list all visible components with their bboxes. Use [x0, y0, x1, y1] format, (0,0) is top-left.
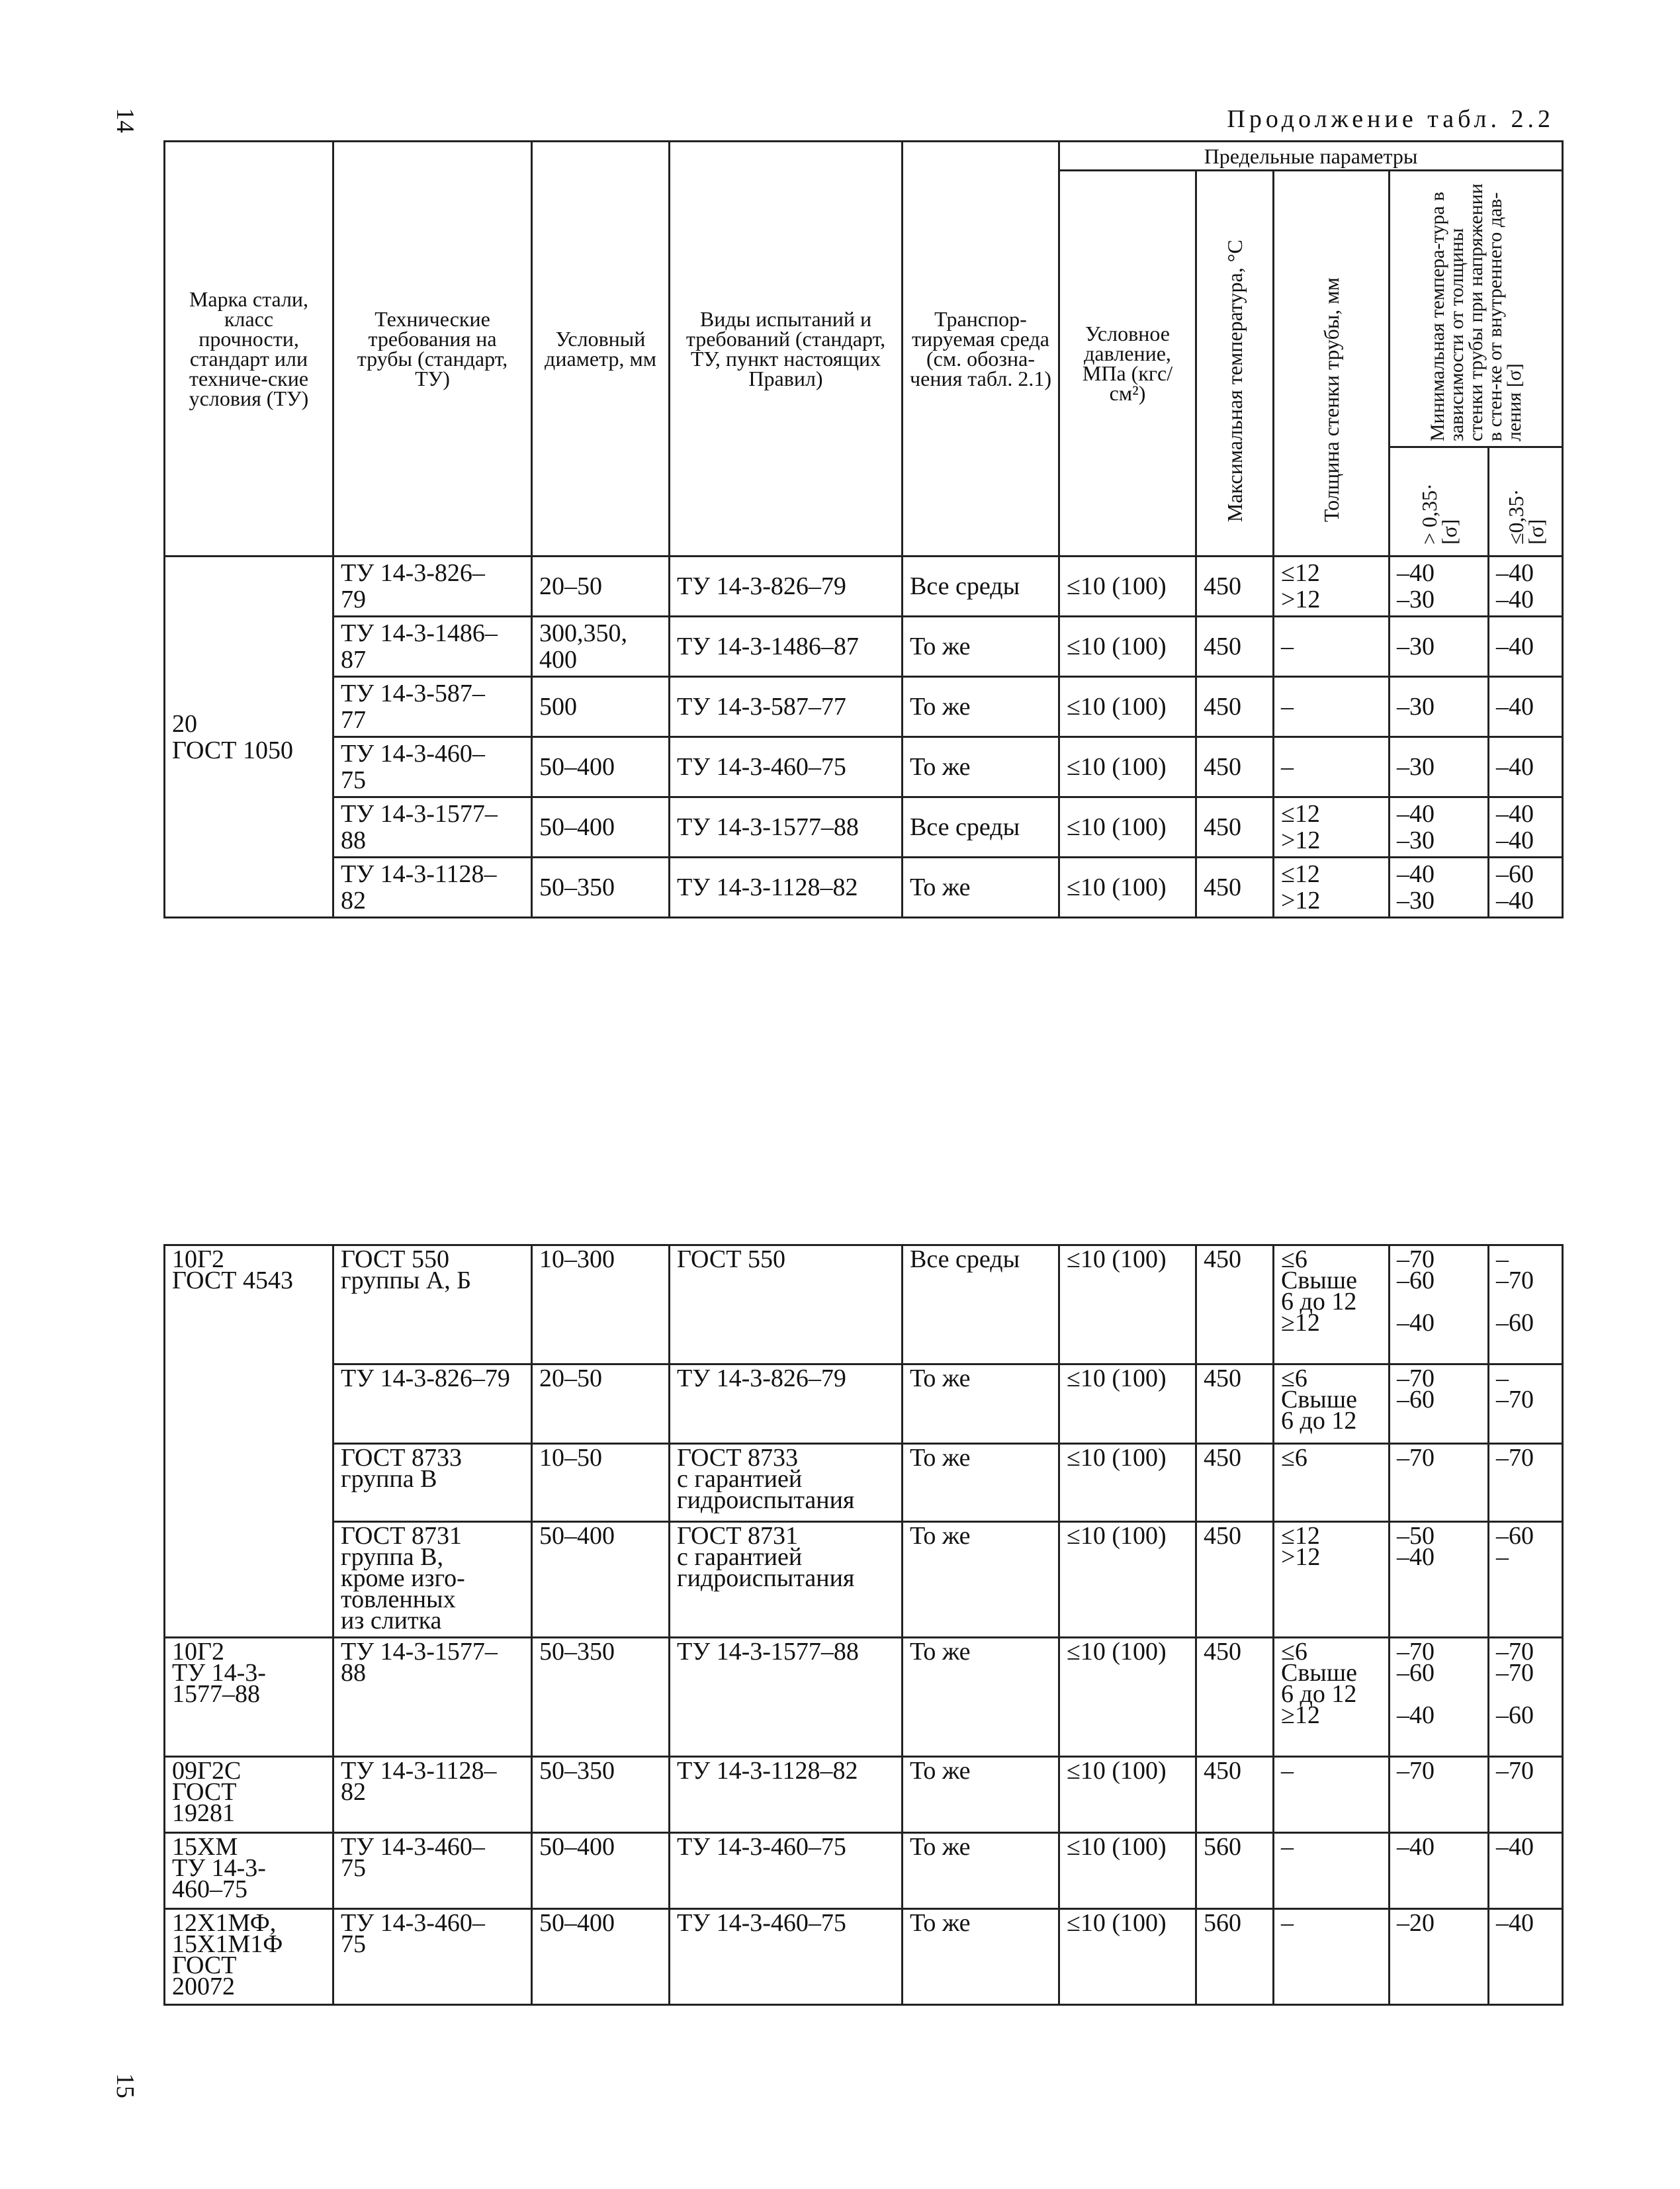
table-row	[165, 1444, 1563, 1522]
limits-table-part1	[163, 140, 1564, 918]
header-min-gt-label: > 0,35· [σ]	[1417, 483, 1461, 545]
diam-cell: 10–300	[532, 1245, 670, 1364]
le-cell: –70	[1489, 1757, 1563, 1833]
gt-cell: –30	[1390, 677, 1489, 737]
le-cell: –40	[1489, 1909, 1563, 2005]
medium-cell: То же	[903, 1909, 1059, 2005]
tech-cell: ТУ 14-3-460– 75	[333, 1909, 532, 2005]
wall-cell: –	[1274, 1909, 1390, 2005]
diam-cell: 50–400	[532, 1522, 670, 1638]
wall-cell: ≤6	[1274, 1444, 1390, 1522]
steel-grade-cell: 10Г2 ТУ 14-3- 1577–88	[165, 1638, 333, 1757]
page-number-top: 14	[111, 108, 139, 133]
table-row	[165, 1909, 1563, 2005]
tech-cell: ТУ 14-3-460– 75	[333, 1833, 532, 1909]
tests-cell: ТУ 14-3-826–79	[670, 557, 903, 617]
le-cell: –40	[1489, 737, 1563, 797]
diam-cell: 50–400	[532, 1909, 670, 2005]
diam-cell: 500	[532, 677, 670, 737]
le-cell: –40 –40	[1489, 797, 1563, 858]
medium-cell: Все среды	[903, 557, 1059, 617]
limits-table-part2	[163, 1244, 1564, 2006]
temp-cell: 450	[1196, 1364, 1274, 1444]
medium-cell: То же	[903, 858, 1059, 918]
diam-cell: 50–400	[532, 797, 670, 858]
medium-cell: То же	[903, 677, 1059, 737]
gt-cell: –50 –40	[1390, 1522, 1489, 1638]
temp-cell: 560	[1196, 1909, 1274, 2005]
wall-cell: –	[1274, 737, 1390, 797]
table-row	[165, 1245, 1563, 1364]
tech-cell: ГОСТ 8733 группа В	[333, 1444, 532, 1522]
gt-cell: –40 –30	[1390, 557, 1489, 617]
table-row	[165, 1757, 1563, 1833]
wall-cell: ≤12 >12	[1274, 1522, 1390, 1638]
table-row	[165, 677, 1563, 737]
gt-cell: –30	[1390, 617, 1489, 677]
table-row	[165, 1522, 1563, 1638]
temp-cell: 450	[1196, 1522, 1274, 1638]
gt-cell: –70 –60 –40	[1390, 1245, 1489, 1364]
tech-cell: ТУ 14-3-1577– 88	[333, 797, 532, 858]
tests-cell: ТУ 14-3-460–75	[670, 1833, 903, 1909]
wall-cell: ≤6 Свыше 6 до 12 ≥12	[1274, 1245, 1390, 1364]
tech-cell: ТУ 14-3-460– 75	[333, 737, 532, 797]
gt-cell: –70 –60 –40	[1390, 1638, 1489, 1757]
diam-cell: 300,350, 400	[532, 617, 670, 677]
pressure-cell: ≤10 (100)	[1059, 617, 1196, 677]
header-wall-label: Толщина стенки трубы, мм	[1319, 277, 1343, 522]
page-number-bottom: 15	[111, 2073, 139, 2098]
table-row	[165, 737, 1563, 797]
tech-cell: ТУ 14-3-826– 79	[333, 557, 532, 617]
pressure-cell: ≤10 (100)	[1059, 858, 1196, 918]
diam-cell: 20–50	[532, 557, 670, 617]
tech-cell: ТУ 14-3-1128– 82	[333, 1757, 532, 1833]
medium-cell: То же	[903, 737, 1059, 797]
tests-cell: ГОСТ 550	[670, 1245, 903, 1364]
header-wall	[1274, 171, 1390, 557]
tech-cell: ГОСТ 8731 группа В, кроме изго- товленных из слитка	[333, 1522, 532, 1638]
pressure-cell: ≤10 (100)	[1059, 1245, 1196, 1364]
gt-cell: –30	[1390, 737, 1489, 797]
pressure-cell: ≤10 (100)	[1059, 797, 1196, 858]
temp-cell: 450	[1196, 1245, 1274, 1364]
le-cell: –70	[1489, 1444, 1563, 1522]
temp-cell: 450	[1196, 1638, 1274, 1757]
wall-cell: ≤12 >12	[1274, 557, 1390, 617]
diam-cell: 50–350	[532, 858, 670, 918]
le-cell: – –70	[1489, 1364, 1563, 1444]
temp-cell: 450	[1196, 557, 1274, 617]
header-min-le	[1489, 447, 1563, 557]
temp-cell: 450	[1196, 1757, 1274, 1833]
medium-cell: То же	[903, 1833, 1059, 1909]
diam-cell: 50–400	[532, 737, 670, 797]
header-limit-params: Предельные параметры	[1059, 142, 1563, 171]
tech-cell: ТУ 14-3-1577– 88	[333, 1638, 532, 1757]
header-max-temp	[1196, 171, 1274, 557]
header-min-temp	[1390, 171, 1563, 447]
pressure-cell: ≤10 (100)	[1059, 737, 1196, 797]
tests-cell: ТУ 14-3-826–79	[670, 1364, 903, 1444]
steel-grade-cell: 10Г2 ГОСТ 4543	[165, 1245, 333, 1638]
table-row	[165, 1833, 1563, 1909]
table-row	[165, 1638, 1563, 1757]
tests-cell: ТУ 14-3-1128–82	[670, 1757, 903, 1833]
temp-cell: 450	[1196, 677, 1274, 737]
table-row	[165, 858, 1563, 918]
table-row	[165, 617, 1563, 677]
header-medium: Транспор-тируемая среда (см. обозна-чения табл. 2.1)	[903, 142, 1059, 557]
le-cell: –40	[1489, 617, 1563, 677]
gt-cell: –70	[1390, 1444, 1489, 1522]
tech-cell: ТУ 14-3-587– 77	[333, 677, 532, 737]
steel-grade-cell: 15ХМ ТУ 14-3- 460–75	[165, 1833, 333, 1909]
pressure-cell: ≤10 (100)	[1059, 1444, 1196, 1522]
pressure-cell: ≤10 (100)	[1059, 1364, 1196, 1444]
pressure-cell: ≤10 (100)	[1059, 557, 1196, 617]
medium-cell: То же	[903, 1444, 1059, 1522]
diam-cell: 50–400	[532, 1833, 670, 1909]
tests-cell: ТУ 14-3-1128–82	[670, 858, 903, 918]
wall-cell: ≤12 >12	[1274, 797, 1390, 858]
steel-grade-cell: 09Г2С ГОСТ 19281	[165, 1757, 333, 1833]
wall-cell: –	[1274, 1833, 1390, 1909]
le-cell: – –70 –60	[1489, 1245, 1563, 1364]
pressure-cell: ≤10 (100)	[1059, 1909, 1196, 2005]
gt-cell: –40 –30	[1390, 797, 1489, 858]
table-row	[165, 1364, 1563, 1444]
wall-cell: –	[1274, 1757, 1390, 1833]
header-min-gt	[1390, 447, 1489, 557]
le-cell: –40 –40	[1489, 557, 1563, 617]
tests-cell: ТУ 14-3-1577–88	[670, 797, 903, 858]
temp-cell: 450	[1196, 797, 1274, 858]
table-continuation-caption: Продолжение табл. 2.2	[1227, 105, 1554, 133]
wall-cell: –	[1274, 617, 1390, 677]
tech-cell: ТУ 14-3-1486– 87	[333, 617, 532, 677]
tests-cell: ТУ 14-3-460–75	[670, 737, 903, 797]
medium-cell: Все среды	[903, 797, 1059, 858]
header-diameter: Условный диаметр, мм	[532, 142, 670, 557]
le-cell: –70 –70 –60	[1489, 1638, 1563, 1757]
steel-grade-cell: 12Х1МФ, 15Х1М1Ф ГОСТ 20072	[165, 1909, 333, 2005]
tests-cell: ГОСТ 8731 с гарантией гидроиспытания	[670, 1522, 903, 1638]
le-cell: –40	[1489, 677, 1563, 737]
table-row	[165, 797, 1563, 858]
pressure-cell: ≤10 (100)	[1059, 1833, 1196, 1909]
medium-cell: То же	[903, 1757, 1059, 1833]
pressure-cell: ≤10 (100)	[1059, 1638, 1196, 1757]
tech-cell: ТУ 14-3-826–79	[333, 1364, 532, 1444]
wall-cell: ≤6 Свыше 6 до 12 ≥12	[1274, 1638, 1390, 1757]
tests-cell: ГОСТ 8733 с гарантией гидроиспытания	[670, 1444, 903, 1522]
tests-cell: ТУ 14-3-587–77	[670, 677, 903, 737]
tech-cell: ГОСТ 550 группы А, Б	[333, 1245, 532, 1364]
medium-cell: Все среды	[903, 1245, 1059, 1364]
header-pressure: Условное давление, МПа (кгс/см²)	[1059, 171, 1196, 557]
temp-cell: 560	[1196, 1833, 1274, 1909]
header-steel-grade: Марка стали, класс прочности, стандарт или техниче-ские условия (ТУ)	[165, 142, 333, 557]
medium-cell: То же	[903, 1522, 1059, 1638]
diam-cell: 50–350	[532, 1638, 670, 1757]
medium-cell: То же	[903, 617, 1059, 677]
header-tech-requirements: Технические требования на трубы (стандарт, ТУ)	[333, 142, 532, 557]
header-min-le-label: ≤0,35· [σ]	[1503, 488, 1548, 545]
wall-cell: –	[1274, 677, 1390, 737]
temp-cell: 450	[1196, 617, 1274, 677]
le-cell: –60 –	[1489, 1522, 1563, 1638]
gt-cell: –70	[1390, 1757, 1489, 1833]
gt-cell: –70 –60	[1390, 1364, 1489, 1444]
table-row	[165, 557, 1563, 617]
header-max-temp-label: Максимальная температура, °C	[1223, 240, 1247, 522]
le-cell: –40	[1489, 1833, 1563, 1909]
header-min-temp-label: Минимальная темпера-тура в зависимости от толщины стенки трубы при напряжении в стен-ке от внутреннего дав-ления [σ]	[1427, 183, 1525, 441]
medium-cell: То же	[903, 1638, 1059, 1757]
pressure-cell: ≤10 (100)	[1059, 677, 1196, 737]
steel-grade-cell: 20 ГОСТ 1050	[165, 557, 333, 918]
tests-cell: ТУ 14-3-1486–87	[670, 617, 903, 677]
tests-cell: ТУ 14-3-1577–88	[670, 1638, 903, 1757]
tech-cell: ТУ 14-3-1128– 82	[333, 858, 532, 918]
diam-cell: 10–50	[532, 1444, 670, 1522]
wall-cell: ≤12 >12	[1274, 858, 1390, 918]
diam-cell: 50–350	[532, 1757, 670, 1833]
header-tests: Виды испытаний и требований (стандарт, ТУ, пункт настоящих Правил)	[670, 142, 903, 557]
pressure-cell: ≤10 (100)	[1059, 1757, 1196, 1833]
temp-cell: 450	[1196, 737, 1274, 797]
wall-cell: ≤6 Свыше 6 до 12	[1274, 1364, 1390, 1444]
temp-cell: 450	[1196, 1444, 1274, 1522]
diam-cell: 20–50	[532, 1364, 670, 1444]
gt-cell: –40 –30	[1390, 858, 1489, 918]
temp-cell: 450	[1196, 858, 1274, 918]
tests-cell: ТУ 14-3-460–75	[670, 1909, 903, 2005]
gt-cell: –20	[1390, 1909, 1489, 2005]
gt-cell: –40	[1390, 1833, 1489, 1909]
pressure-cell: ≤10 (100)	[1059, 1522, 1196, 1638]
medium-cell: То же	[903, 1364, 1059, 1444]
le-cell: –60 –40	[1489, 858, 1563, 918]
